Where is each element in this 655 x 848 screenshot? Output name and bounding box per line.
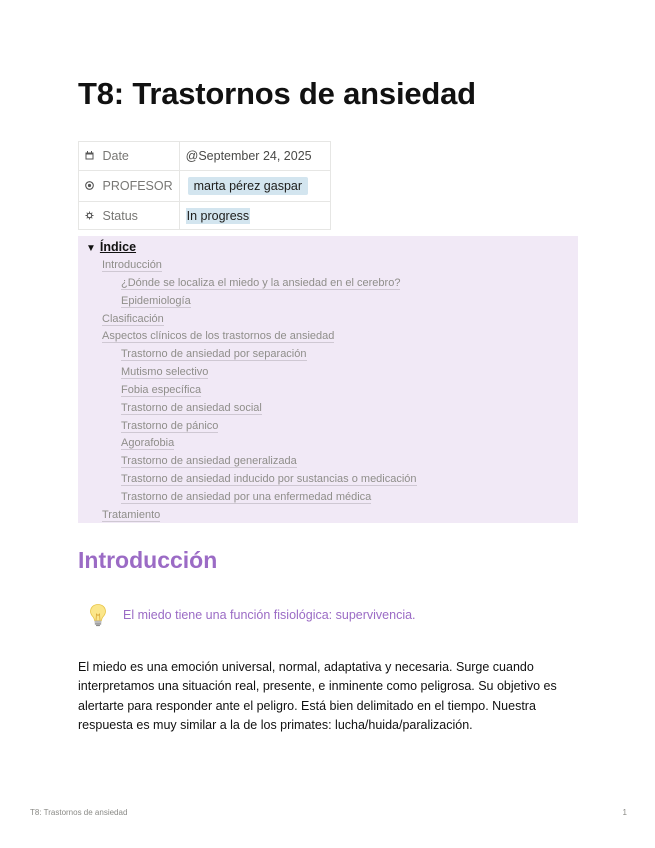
toc-item-link[interactable]: Trastorno de ansiedad por separación xyxy=(121,348,307,361)
status-badge[interactable]: In progress xyxy=(186,208,250,223)
toc-item-link[interactable]: Trastorno de pánico xyxy=(121,419,219,432)
toc-item-link[interactable]: Mutismo selectivo xyxy=(121,366,209,379)
toc-item-link[interactable]: Trastorno de ansiedad social xyxy=(121,401,262,414)
table-of-contents xyxy=(78,257,578,525)
toc-item-link[interactable]: Trastorno de ansiedad por una enfermedad médica xyxy=(121,490,372,503)
toc-item-link[interactable]: Aspectos clínicos de los trastornos de ansiedad xyxy=(102,330,335,343)
callout xyxy=(88,603,416,627)
toc-item[interactable] xyxy=(78,293,578,311)
calendar-icon xyxy=(85,151,99,163)
toc-item[interactable] xyxy=(78,346,578,364)
toc-item[interactable] xyxy=(78,471,578,489)
page-title: T8: Trastornos de ansiedad xyxy=(78,76,476,111)
toc-item[interactable] xyxy=(78,275,578,293)
toc-item-link[interactable]: Trastorno de ansiedad generalizada xyxy=(121,455,297,468)
toc-item-link[interactable]: Agorafobia xyxy=(121,437,175,450)
toc-item[interactable] xyxy=(78,400,578,418)
person-tag[interactable]: marta pérez gaspar xyxy=(188,177,308,195)
toc-item[interactable] xyxy=(78,364,578,382)
index-toggle-block xyxy=(78,236,578,523)
property-key: Date xyxy=(102,149,129,163)
toc-item[interactable] xyxy=(78,489,578,507)
properties-table xyxy=(78,141,331,230)
lightbulb-icon xyxy=(88,603,108,627)
section-heading: Introducción xyxy=(78,547,218,573)
status-icon xyxy=(85,211,99,223)
toc-item[interactable] xyxy=(78,382,578,400)
toc-item[interactable] xyxy=(78,311,578,329)
toc-item-link[interactable]: Epidemiología xyxy=(121,294,191,307)
property-row-date[interactable] xyxy=(79,142,331,171)
footer-doc-name: T8: Trastornos de ansiedad xyxy=(30,808,128,817)
property-value-date[interactable]: @September 24, 2025 xyxy=(179,142,330,171)
toc-item[interactable] xyxy=(78,453,578,471)
toc-item[interactable] xyxy=(78,328,578,346)
toc-item-link[interactable]: Trastorno de ansiedad inducido por sustancias o medicación xyxy=(121,473,417,486)
toc-item-link[interactable]: Clasificación xyxy=(102,312,164,325)
property-key: Status xyxy=(102,208,138,223)
index-label: Índice xyxy=(99,240,137,254)
property-row-profesor[interactable] xyxy=(79,171,331,202)
toc-item[interactable] xyxy=(78,257,578,275)
callout-text: El miedo tiene una función fisiológica: supervivencia. xyxy=(123,608,416,622)
person-icon xyxy=(85,181,99,193)
property-row-status[interactable] xyxy=(79,202,331,230)
toc-item-link[interactable]: Tratamiento xyxy=(102,508,161,521)
toc-item[interactable] xyxy=(78,418,578,436)
toc-item-link[interactable]: Fobia específica xyxy=(121,383,202,396)
property-key: PROFESOR xyxy=(102,179,173,193)
body-paragraph: El miedo es una emoción universal, normal, adaptativa y necesaria. Surge cuando interpretamos una situación real, presente, e inminente como peligrosa. Su objetivo es alertarte para responder ante el peligro. Está bien delimitado en el tiempo. Nuestra respuesta es muy similar a la de los primates: lucha/huida/paralización. xyxy=(78,660,557,732)
toc-item-link[interactable]: Introducción xyxy=(102,259,162,271)
toggle-triangle-icon[interactable]: ▼ xyxy=(86,243,96,254)
index-toggle-header[interactable] xyxy=(86,240,136,254)
toc-item[interactable] xyxy=(78,507,578,525)
toc-item-link[interactable]: ¿Dónde se localiza el miedo y la ansiedad en el cerebro? xyxy=(121,276,401,289)
footer-page-number: 1 xyxy=(622,808,627,817)
toc-item[interactable] xyxy=(78,435,578,453)
